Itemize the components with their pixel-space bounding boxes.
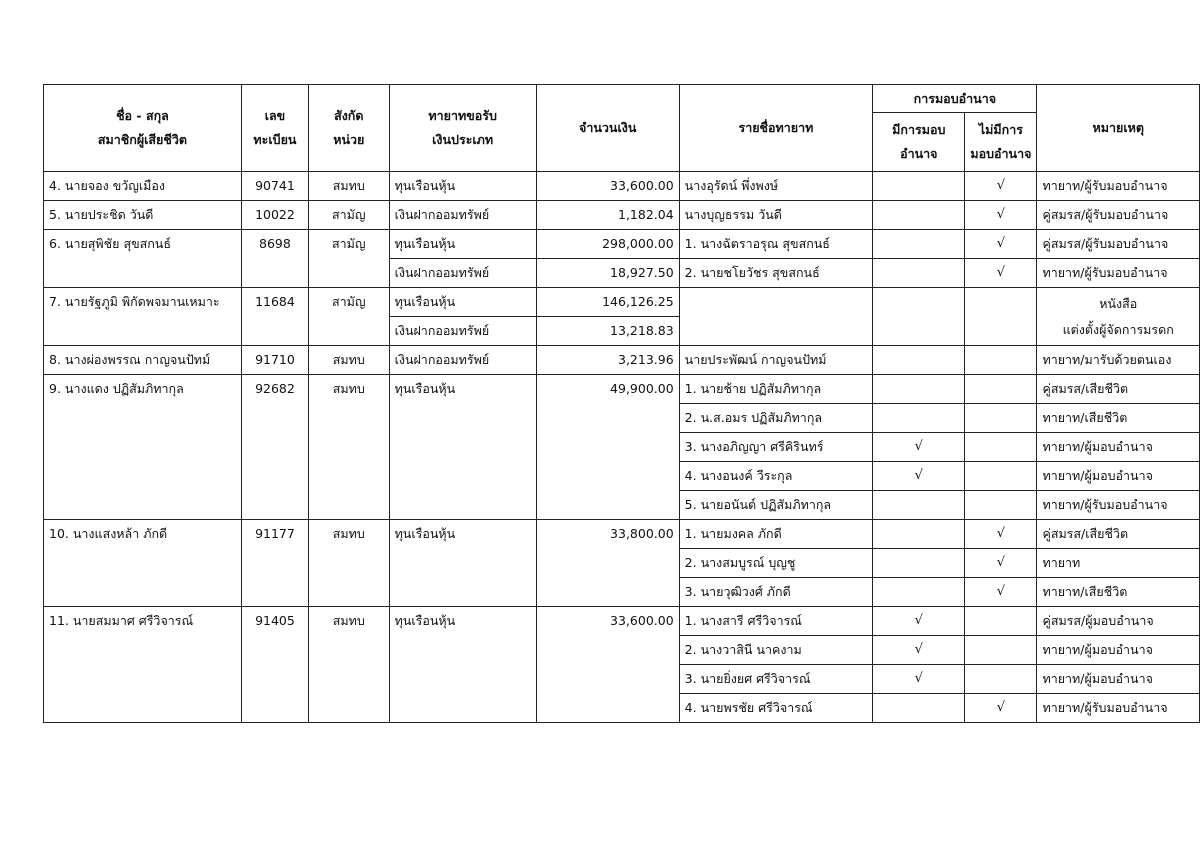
member-name: 10. นางแสงหล้า ภักดี: [44, 520, 242, 607]
poa-yes-check: √: [873, 665, 965, 694]
poa-yes-cell: [873, 549, 965, 578]
claim-type: ทุนเรือนหุ้น: [389, 607, 536, 723]
table-row: [44, 288, 1200, 317]
poa-no-cell: [965, 433, 1037, 462]
claim-type: เงินฝากออมทรัพย์: [389, 201, 536, 230]
heir-name: 4. นายพรชัย ศรีวิจารณ์: [679, 694, 873, 723]
note: ทายาท/ผู้มอบอำนาจ: [1037, 462, 1200, 491]
member-name: 7. นายรัฐภูมิ พิกัดพจมานเหมาะ: [44, 288, 242, 346]
registration-number: 10022: [241, 201, 308, 230]
poa-yes-cell: [873, 288, 965, 346]
table-row: [44, 172, 1200, 201]
heir-name: นางบุญธรรม วันดี: [679, 201, 873, 230]
unit: สามัญ: [309, 288, 390, 346]
poa-no-check: √: [965, 172, 1037, 201]
note: ทายาท: [1037, 549, 1200, 578]
poa-yes-check: √: [873, 462, 965, 491]
heir-name: 3. นายยิ่งยศ ศรีวิจารณ์: [679, 665, 873, 694]
member-name: 11. นายสมมาศ ศรีวิจารณ์: [44, 607, 242, 723]
member-name: 9. นางแดง ปฏิสัมภิทากุล: [44, 375, 242, 520]
claim-type: ทุนเรือนหุ้น: [389, 230, 536, 259]
claim-type: ทุนเรือนหุ้น: [389, 375, 536, 520]
note: คู่สมรส/ผู้มอบอำนาจ: [1037, 607, 1200, 636]
amount: 1,182.04: [536, 201, 679, 230]
note: คู่สมรส/เสียชีวิต: [1037, 520, 1200, 549]
poa-yes-check: √: [873, 607, 965, 636]
poa-yes-cell: [873, 172, 965, 201]
poa-yes-cell: [873, 694, 965, 723]
note-line: แต่งตั้งผู้จัดการมรดก: [1062, 321, 1174, 337]
amount: 298,000.00: [536, 230, 679, 259]
header-registration: เลข ทะเบียน: [241, 85, 308, 172]
note: ทายาท/ผู้รับมอบอำนาจ: [1037, 259, 1200, 288]
member-name: 5. นายประชิด วันดี: [44, 201, 242, 230]
table-row: [44, 346, 1200, 375]
registration-number: 91710: [241, 346, 308, 375]
note: ทายาท/ผู้รับมอบอำนาจ: [1037, 172, 1200, 201]
poa-yes-cell: [873, 201, 965, 230]
member-name: 6. นายสุพิชัย สุขสกนธ์: [44, 230, 242, 288]
unit: สมทบ: [309, 520, 390, 607]
table-row: [44, 375, 1200, 404]
header-unit: สังกัด หน่วย: [309, 85, 390, 172]
heir-name: 1. นายมงคล ภักดี: [679, 520, 873, 549]
amount: 3,213.96: [536, 346, 679, 375]
poa-yes-cell: [873, 346, 965, 375]
note: ทายาท/มารับด้วยตนเอง: [1037, 346, 1200, 375]
poa-yes-cell: [873, 578, 965, 607]
registration-number: 91405: [241, 607, 308, 723]
poa-no-cell: [965, 607, 1037, 636]
heir-name: 3. นายวุฒิวงศ์ ภักดี: [679, 578, 873, 607]
poa-yes-check: √: [873, 433, 965, 462]
poa-yes-cell: [873, 404, 965, 433]
amount: 49,900.00: [536, 375, 679, 520]
registration-number: 8698: [241, 230, 308, 288]
table-row: [44, 230, 1200, 259]
registration-number: 90741: [241, 172, 308, 201]
registration-number: 91177: [241, 520, 308, 607]
amount: 33,600.00: [536, 607, 679, 723]
poa-no-cell: [965, 665, 1037, 694]
poa-no-check: √: [965, 578, 1037, 607]
unit: สมทบ: [309, 172, 390, 201]
poa-yes-cell: [873, 375, 965, 404]
amount: 13,218.83: [536, 317, 679, 346]
note: คู่สมรส/ผู้รับมอบอำนาจ: [1037, 230, 1200, 259]
header-claim-type: ทายาทขอรับ เงินประเภท: [389, 85, 536, 172]
note-line: หนังสือ: [1099, 295, 1138, 311]
heir-name: 1. นางฉัตราอรุณ สุขสกนธ์: [679, 230, 873, 259]
beneficiary-table: [43, 84, 1200, 723]
note: ทายาท/ผู้มอบอำนาจ: [1037, 636, 1200, 665]
poa-no-check: √: [965, 201, 1037, 230]
header-name: ชื่อ - สกุล สมาชิกผู้เสียชีวิต: [44, 85, 242, 172]
header-poa-no: ไม่มีการ มอบอำนาจ: [965, 113, 1037, 172]
amount: 33,600.00: [536, 172, 679, 201]
heir-name: 1. นางสารี ศรีวิจารณ์: [679, 607, 873, 636]
poa-yes-cell: [873, 491, 965, 520]
claim-type: ทุนเรือนหุ้น: [389, 520, 536, 607]
heir-name: 2. นางสมบูรณ์ บุญชู: [679, 549, 873, 578]
member-name: 4. นายจอง ขวัญเมือง: [44, 172, 242, 201]
amount: 146,126.25: [536, 288, 679, 317]
table-row: [44, 520, 1200, 549]
heir-name: นายประพัฒน์ กาญจนปัทม์: [679, 346, 873, 375]
claim-type: เงินฝากออมทรัพย์: [389, 317, 536, 346]
poa-yes-check: √: [873, 636, 965, 665]
unit: สมทบ: [309, 375, 390, 520]
note: ทายาท/ผู้รับมอบอำนาจ: [1037, 694, 1200, 723]
poa-no-cell: [965, 346, 1037, 375]
poa-no-cell: [965, 491, 1037, 520]
poa-no-check: √: [965, 259, 1037, 288]
poa-no-cell: [965, 375, 1037, 404]
member-name: 8. นางผ่องพรรณ กาญจนปัทม์: [44, 346, 242, 375]
unit: สามัญ: [309, 201, 390, 230]
header-heirs: รายชื่อทายาท: [679, 85, 873, 172]
claim-type: ทุนเรือนหุ้น: [389, 288, 536, 317]
poa-yes-cell: [873, 230, 965, 259]
heir-name: 2. นายชโยวัชร สุขสกนธ์: [679, 259, 873, 288]
poa-yes-cell: [873, 520, 965, 549]
heir-name: 3. นางอภิญญา ศรีคิรินทร์: [679, 433, 873, 462]
note: [1037, 288, 1200, 346]
claim-type: เงินฝากออมทรัพย์: [389, 259, 536, 288]
heir-name: 1. นายช้าย ปฏิสัมภิทากุล: [679, 375, 873, 404]
heir-name: นางอุรัดน์ พึ่งพงษ์: [679, 172, 873, 201]
table-row: [44, 201, 1200, 230]
heir-name: 4. นางอนงค์ วีระกุล: [679, 462, 873, 491]
note: คู่สมรส/ผู้รับมอบอำนาจ: [1037, 201, 1200, 230]
heir-name: 2. น.ส.อมร ปฏิสัมภิทากุล: [679, 404, 873, 433]
note: ทายาท/ผู้รับมอบอำนาจ: [1037, 491, 1200, 520]
poa-no-cell: [965, 636, 1037, 665]
registration-number: 92682: [241, 375, 308, 520]
unit: สมทบ: [309, 346, 390, 375]
header-power-of-attorney: การมอบอำนาจ: [873, 85, 1037, 113]
header-poa-yes: มีการมอบ อำนาจ: [873, 113, 965, 172]
heir-name: [679, 288, 873, 346]
poa-yes-cell: [873, 259, 965, 288]
amount: 18,927.50: [536, 259, 679, 288]
claim-type: เงินฝากออมทรัพย์: [389, 346, 536, 375]
table-row: [44, 607, 1200, 636]
poa-no-cell: [965, 404, 1037, 433]
heir-name: 5. นายอนันต์ ปฏิสัมภิทากุล: [679, 491, 873, 520]
poa-no-check: √: [965, 230, 1037, 259]
amount: 33,800.00: [536, 520, 679, 607]
unit: สามัญ: [309, 230, 390, 288]
note: ทายาท/เสียชีวิต: [1037, 404, 1200, 433]
poa-no-check: √: [965, 549, 1037, 578]
registration-number: 11684: [241, 288, 308, 346]
claim-type: ทุนเรือนหุ้น: [389, 172, 536, 201]
heir-name: 2. นางวาสินี นาคงาม: [679, 636, 873, 665]
note: ทายาท/เสียชีวิต: [1037, 578, 1200, 607]
note: ทายาท/ผู้มอบอำนาจ: [1037, 665, 1200, 694]
note: คู่สมรส/เสียชีวิต: [1037, 375, 1200, 404]
poa-no-cell: [965, 288, 1037, 346]
note: ทายาท/ผู้มอบอำนาจ: [1037, 433, 1200, 462]
header-amount: จำนวนเงิน: [536, 85, 679, 172]
poa-no-check: √: [965, 520, 1037, 549]
header-note: หมายเหตุ: [1037, 85, 1200, 172]
unit: สมทบ: [309, 607, 390, 723]
poa-no-cell: [965, 462, 1037, 491]
poa-no-check: √: [965, 694, 1037, 723]
